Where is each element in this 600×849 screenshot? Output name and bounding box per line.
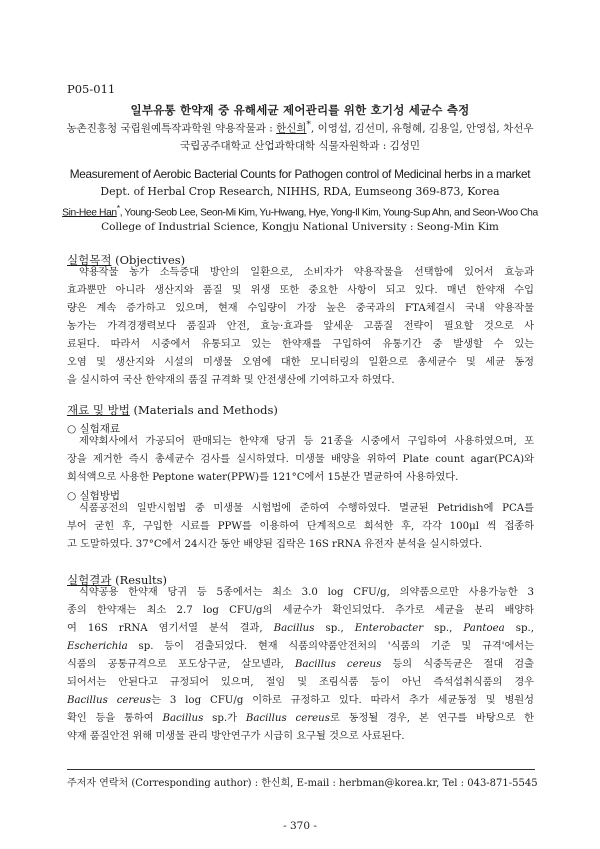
results-text: 는 3 log CFU/g 이하로 규정하고 있다. 따라서 추가 세균동정 및 병원성 [151,695,534,706]
objectives-line: 량은 계속 증가하고 있으며, 현재 수입량이 가장 높은 중국과의 FTA체결시 국내 약용작물 [67,303,534,314]
corresponding-author-footnote: 주저자 연락처 (Corresponding author) : 한신희, E-mail : herbman@korea.kr, Tel : 043-871-5545 [67,778,538,789]
results-text: sp., [314,623,355,634]
title-korean: 일부유통 한약재 중 유해세균 제어관리를 위한 호기성 세균수 측정 [130,103,470,117]
results-line: 종의 한약재는 최소 2.7 log CFU/g의 세균수가 확인되었다. 추가로 세균을 분리 배양하 [67,605,534,616]
objectives-line: 농가는 가격경쟁력보다 품질과 안전, 효능·효과를 앞세운 고품질 전략이 필요할 것으로 사 [67,321,534,332]
authors-english-rest: , Young-Seob Lee, Seon-Mi Kim, Yu-Hwang, Hye, Yong-Il Kim, Young-Sup Ahn, and Seon-Woo Cha [119,207,538,219]
results-text: 확인 등을 통하여 [67,713,163,724]
results-text: sp., [504,623,534,634]
results-line [67,656,534,674]
materials-subheading: ○ 실험재료 [67,423,121,435]
results-heading-en: (Results) [111,573,168,587]
results-line [67,620,534,638]
methods-heading-ko: 재료 및 방법 [67,403,130,417]
title-english: Measurement of Aerobic Bacterial Counts for Pathogen control of Medicinal herbs in a market [69,167,531,181]
objectives-heading-en: (Objectives) [111,253,186,267]
materials-line: 희석액으로 사용한 Peptone water(PPW)를 121°C에서 15분간 멸균하여 사용하였다. [67,472,459,483]
results-paragraph [67,584,534,746]
methods-line: 부어 굳힌 후, 구입한 시료를 PPW를 이용하여 단계적으로 희석한 후, 각각 100μl 씩 접종하 [67,521,534,532]
results-text: sp.가 [203,713,246,724]
affiliation-english: College of Industrial Science, Kongju National University : Seong-Min Kim [101,221,499,233]
methods-heading [67,402,278,418]
affiliation-korean: 국립공주대학교 산업과학대학 식물자원학과 : 김성민 [179,140,421,152]
species-bacillus-cereus: Bacillus cereus [67,695,152,706]
results-text: 로 동정될 경우, 본 연구를 바탕으로 한 [329,713,534,724]
results-text: 등의 식중독균은 절대 검출 [381,659,534,670]
methods-heading-en: (Materials and Methods) [129,403,278,417]
methods-paragraph [67,500,534,554]
results-heading-ko: 실험결과 [67,573,112,587]
results-line: 식약공용 한약재 당귀 등 5종에서는 최소 3.0 log CFU/g, 의약품으로만 사용가능한 3 [79,587,534,598]
species-bacillus-cereus: Bacillus cereus [245,713,330,724]
corresponding-mark: * [306,120,311,130]
results-line [67,710,534,728]
objectives-line: 료된다. 따라서 시중에서 유통되고 있는 한약재를 구입하여 유통기간 중 발생할 수 있는 [67,339,534,350]
department-english: Dept. of Herbal Crop Research, NIHHS, RDA, Eumseong 369-873, Korea [100,185,500,198]
methods-subheading: ○ 실험방법 [67,490,121,502]
objectives-line: 오염 및 생산지와 시설의 미생물 오염에 대한 모니터링의 일환으로 총세균수 및 세균 동정 [67,357,534,368]
results-line: 약재 품질안전 위해 미생물 관리 방안연구가 시급히 요구될 것으로 사료된다. [67,731,405,742]
objectives-line: 약용작물 농가 소득증대 방안의 일환으로, 소비자가 약용작물을 선택함에 있어서 효능과 [79,267,534,278]
genus-bacillus: Bacillus [273,623,315,634]
materials-line: 장을 제거한 즉시 총세균수 검사를 실시하였다. 미생물 배양을 위하여 Plate count agar(PCA)와 [67,454,534,465]
objectives-line: 을 실시하여 국산 한약재의 품질 규격화 및 안전생산에 기여하고자 하였다. [67,375,395,386]
first-author-english: Sin-Hee Han [62,207,117,219]
results-text: sp. 등이 검출되었다. 현재 식품의약품안전처의 '식품의 기준 및 규격'에서는 [127,641,534,652]
objectives-line: 효과뿐만 아니라 생산지와 품질 및 위생 또한 중요한 사항이 되고 있다. 매년 한약재 수입 [67,285,534,296]
genus-bacillus: Bacillus [162,713,204,724]
authors-korean-rest: , 이영섭, 김선미, 유형혜, 김용일, 안영섭, 차선우 [310,122,534,135]
genus-pantoea: Pantoea [463,623,505,634]
results-text: 식품의 공통규격으로 포도상구균, 살모넬라, [67,659,295,670]
results-text: 여 16S rRNA 염기서열 분석 결과, [67,623,274,634]
methods-line: 식품공전의 일반시험법 중 미생물 시험법에 준하여 수행하였다. 멸균된 Petridish에 PCA를 [79,503,534,514]
materials-paragraph [67,433,534,487]
methods-line: 고 도말하였다. 37°C에서 24시간 동안 배양된 집락은 16S rRNA 유전자 분석을 실시하였다. [67,539,483,550]
first-author-korean: 한신희 [276,122,307,135]
genus-escherichia: Escherichia [67,641,128,652]
species-bacillus-cereus: Bacillus cereus [295,659,382,670]
results-line: 되어서는 안된다고 규정되어 있으며, 절임 및 조림식품 등이 아닌 즉석섭취식품의 경우 [67,677,534,688]
authors-korean [40,120,560,136]
results-text: sp., [423,623,464,634]
genus-enterobacter: Enterobacter [354,623,424,634]
results-line [67,692,534,710]
objectives-paragraph [67,264,534,390]
objectives-heading-ko: 실험목적 [67,253,112,267]
results-line [67,638,534,656]
abstract-code: P05-011 [67,82,116,96]
footnote-divider [67,769,535,770]
materials-line: 제약회사에서 가공되어 판매되는 한약재 당귀 등 21종을 시중에서 구입하여 사용하였으며, 포 [79,436,534,447]
authors-english [40,203,560,218]
page-number: - 370 - [283,820,317,832]
corresponding-mark-en: * [116,203,120,213]
authors-korean-prefix: 농촌진흥청 국립원예특작과학원 약용작물과 : [66,122,277,135]
